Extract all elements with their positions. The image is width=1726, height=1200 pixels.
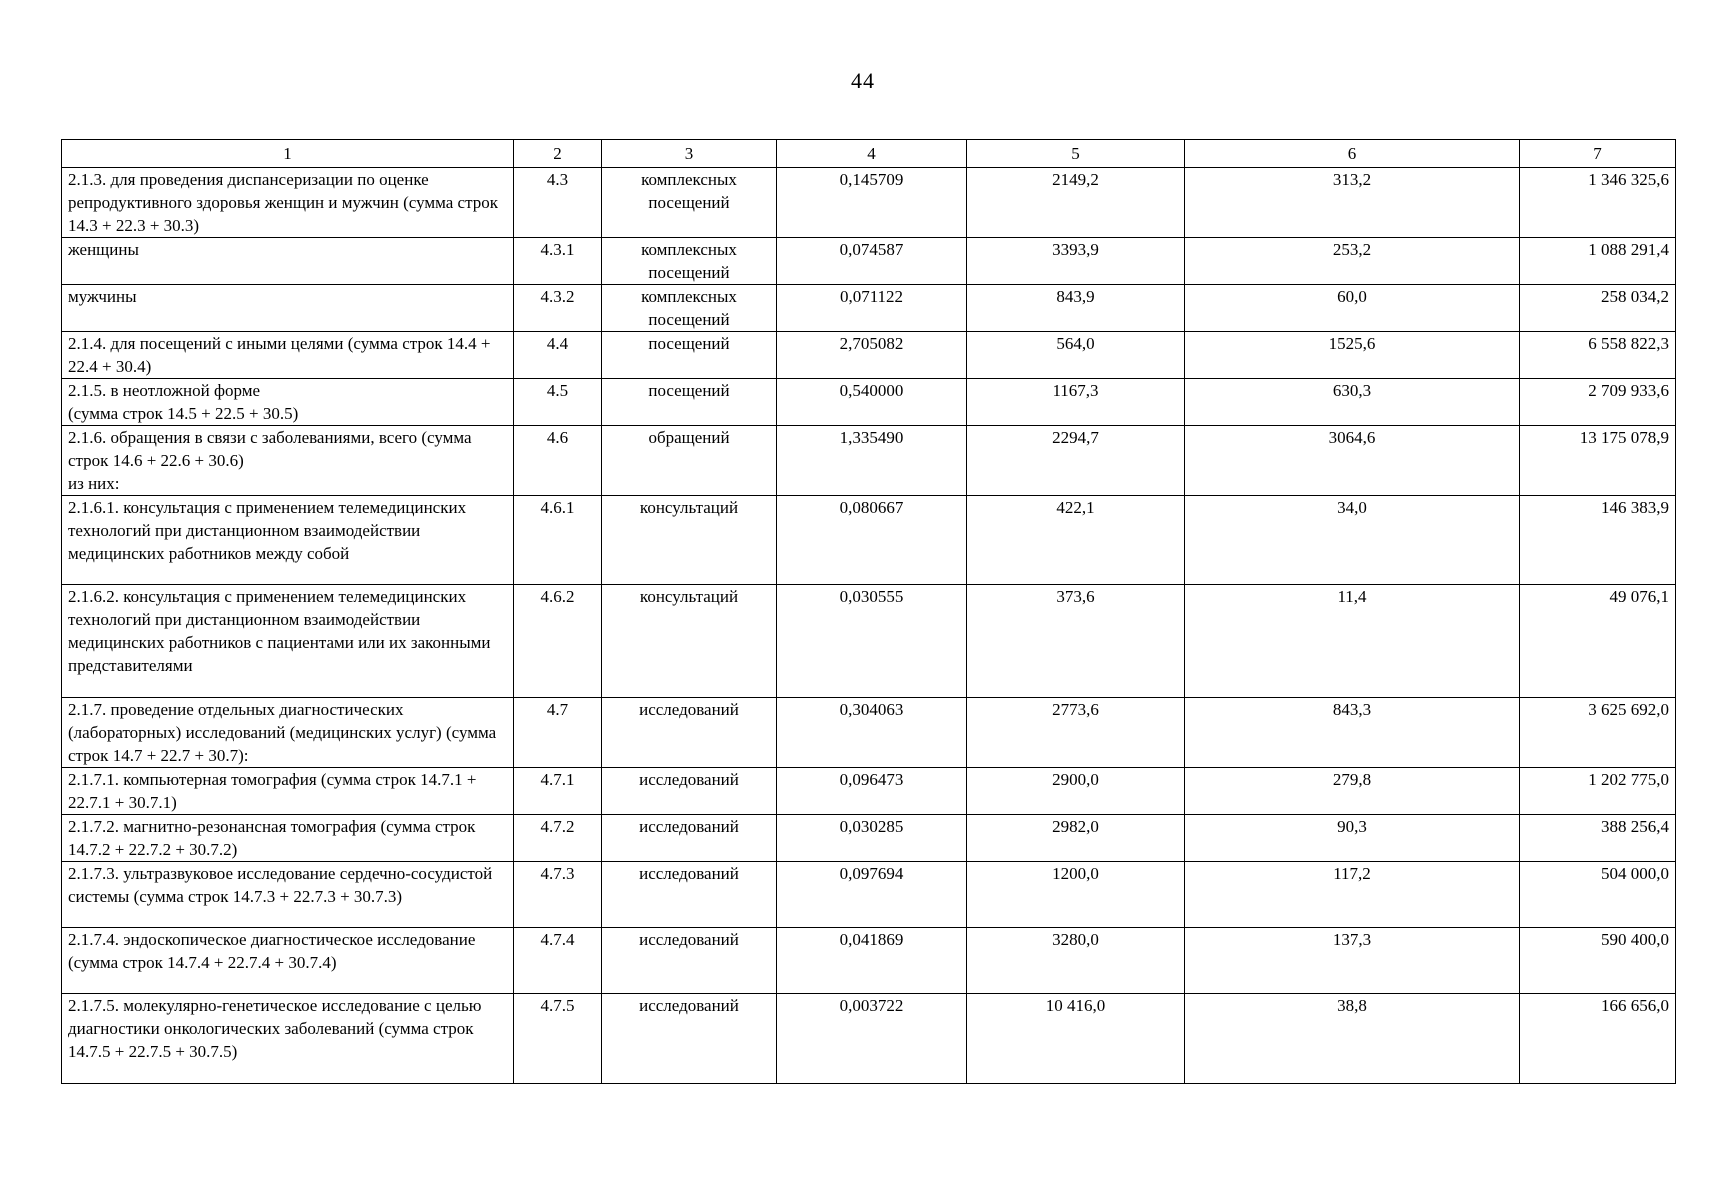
row-value-col6: 137,3 [1185,928,1520,994]
row-value-col5: 2294,7 [967,426,1185,496]
row-unit-cell: исследований [602,815,777,862]
row-name-cell: 2.1.6. обращения в связи с заболеваниями, всего (сумма строк 14.6 + 22.6 + 30.6) из них: [62,426,514,496]
row-value-col5: 2149,2 [967,168,1185,238]
row-unit-cell: исследований [602,768,777,815]
row-value-col4: 0,080667 [777,496,967,585]
row-name-cell: 2.1.7.1. компьютерная томография (сумма строк 14.7.1 + 22.7.1 + 30.7.1) [62,768,514,815]
row-value-col4: 0,540000 [777,379,967,426]
header-row [62,140,1676,168]
row-value-col4: 0,003722 [777,994,967,1084]
row-name-cell: 2.1.7.3. ультразвуковое исследование сердечно-сосудистой системы (сумма строк 14.7.3 + 22.7.3 + 30.7.3) [62,862,514,928]
row-value-col4: 0,304063 [777,698,967,768]
row-value-col4: 0,041869 [777,928,967,994]
data-table [61,139,1676,1084]
table-row [62,815,1676,862]
row-unit-cell: исследований [602,928,777,994]
row-value-col5: 1200,0 [967,862,1185,928]
row-unit-cell: исследований [602,994,777,1084]
row-value-col6: 279,8 [1185,768,1520,815]
table-row [62,332,1676,379]
page-number: 44 [851,68,875,93]
row-value-col4: 0,071122 [777,285,967,332]
row-unit-cell: консультаций [602,585,777,698]
row-code-cell: 4.3.2 [514,285,602,332]
row-value-col7: 13 175 078,9 [1520,426,1676,496]
row-value-col5: 2982,0 [967,815,1185,862]
row-name-cell: 2.1.6.1. консультация с применением телемедицинских технологий при дистанционном взаимодействии медицинских работников между собой [62,496,514,585]
column-header-5: 5 [967,140,1185,168]
row-name-cell: 2.1.7. проведение отдельных диагностических (лабораторных) исследований (медицинских услуг) (сумма строк 14.7 + 22.7 + 30.7): [62,698,514,768]
row-unit-cell: комплексных посещений [602,238,777,285]
row-code-cell: 4.7.5 [514,994,602,1084]
row-code-cell: 4.4 [514,332,602,379]
table-row [62,285,1676,332]
row-unit-cell: комплексных посещений [602,168,777,238]
row-code-cell: 4.7.3 [514,862,602,928]
column-header-4: 4 [777,140,967,168]
row-name-cell: 2.1.7.2. магнитно-резонансная томография (сумма строк 14.7.2 + 22.7.2 + 30.7.2) [62,815,514,862]
column-header-3: 3 [602,140,777,168]
row-value-col6: 253,2 [1185,238,1520,285]
row-unit-cell: обращений [602,426,777,496]
row-name-cell: 2.1.4. для посещений с иными целями (сумма строк 14.4 + 22.4 + 30.4) [62,332,514,379]
table-row [62,768,1676,815]
row-name-cell: 2.1.5. в неотложной форме (сумма строк 14.5 + 22.5 + 30.5) [62,379,514,426]
row-value-col4: 0,097694 [777,862,967,928]
table-row [62,426,1676,496]
table-header [62,140,1676,168]
row-name-cell: 2.1.3. для проведения диспансеризации по оценке репродуктивного здоровья женщин и мужчин (сумма строк 14.3 + 22.3 + 30.3) [62,168,514,238]
row-value-col4: 0,145709 [777,168,967,238]
row-value-col7: 1 346 325,6 [1520,168,1676,238]
row-name-cell: 2.1.7.4. эндоскопическое диагностическое исследование (сумма строк 14.7.4 + 22.7.4 + 30.7.4) [62,928,514,994]
row-name-cell: мужчины [62,285,514,332]
column-header-7: 7 [1520,140,1676,168]
row-value-col7: 3 625 692,0 [1520,698,1676,768]
row-value-col5: 422,1 [967,496,1185,585]
table-body [62,168,1676,1084]
column-header-2: 2 [514,140,602,168]
row-value-col4: 0,074587 [777,238,967,285]
row-value-col5: 843,9 [967,285,1185,332]
row-value-col6: 90,3 [1185,815,1520,862]
row-value-col5: 1167,3 [967,379,1185,426]
table-row [62,585,1676,698]
row-value-col5: 3393,9 [967,238,1185,285]
row-value-col6: 60,0 [1185,285,1520,332]
row-unit-cell: исследований [602,698,777,768]
table-row [62,928,1676,994]
column-header-6: 6 [1185,140,1520,168]
row-value-col6: 117,2 [1185,862,1520,928]
row-value-col5: 3280,0 [967,928,1185,994]
row-unit-cell: комплексных посещений [602,285,777,332]
row-code-cell: 4.5 [514,379,602,426]
row-code-cell: 4.7.1 [514,768,602,815]
row-value-col7: 166 656,0 [1520,994,1676,1084]
row-value-col7: 590 400,0 [1520,928,1676,994]
row-value-col5: 373,6 [967,585,1185,698]
row-value-col7: 388 256,4 [1520,815,1676,862]
row-value-col6: 3064,6 [1185,426,1520,496]
row-value-col4: 0,096473 [777,768,967,815]
row-code-cell: 4.3 [514,168,602,238]
row-code-cell: 4.7.4 [514,928,602,994]
row-value-col4: 0,030285 [777,815,967,862]
row-value-col7: 2 709 933,6 [1520,379,1676,426]
row-unit-cell: посещений [602,332,777,379]
table-row [62,238,1676,285]
row-code-cell: 4.7.2 [514,815,602,862]
table-row [62,496,1676,585]
row-value-col6: 38,8 [1185,994,1520,1084]
row-value-col5: 564,0 [967,332,1185,379]
table-row [62,698,1676,768]
row-code-cell: 4.6.2 [514,585,602,698]
row-value-col7: 258 034,2 [1520,285,1676,332]
row-unit-cell: консультаций [602,496,777,585]
row-value-col7: 6 558 822,3 [1520,332,1676,379]
row-value-col6: 1525,6 [1185,332,1520,379]
row-value-col7: 1 088 291,4 [1520,238,1676,285]
row-code-cell: 4.7 [514,698,602,768]
row-value-col6: 843,3 [1185,698,1520,768]
row-unit-cell: посещений [602,379,777,426]
row-value-col4: 1,335490 [777,426,967,496]
row-value-col4: 0,030555 [777,585,967,698]
table-row [62,379,1676,426]
row-value-col7: 1 202 775,0 [1520,768,1676,815]
row-name-cell: 2.1.7.5. молекулярно-генетическое исследование с целью диагностики онкологических заболеваний (сумма строк 14.7.5 + 22.7.5 + 30.7.5) [62,994,514,1084]
row-code-cell: 4.6.1 [514,496,602,585]
row-value-col6: 34,0 [1185,496,1520,585]
row-value-col7: 504 000,0 [1520,862,1676,928]
table-row [62,994,1676,1084]
row-value-col6: 313,2 [1185,168,1520,238]
table-row [62,168,1676,238]
row-value-col6: 630,3 [1185,379,1520,426]
row-value-col5: 10 416,0 [967,994,1185,1084]
row-code-cell: 4.6 [514,426,602,496]
row-value-col7: 146 383,9 [1520,496,1676,585]
row-value-col4: 2,705082 [777,332,967,379]
row-unit-cell: исследований [602,862,777,928]
row-value-col5: 2773,6 [967,698,1185,768]
row-code-cell: 4.3.1 [514,238,602,285]
column-header-1: 1 [62,140,514,168]
row-value-col6: 11,4 [1185,585,1520,698]
row-value-col5: 2900,0 [967,768,1185,815]
table-row [62,862,1676,928]
row-name-cell: 2.1.6.2. консультация с применением телемедицинских технологий при дистанционном взаимодействии медицинских работников с пациентами или их законными представителями [62,585,514,698]
row-value-col7: 49 076,1 [1520,585,1676,698]
row-name-cell: женщины [62,238,514,285]
